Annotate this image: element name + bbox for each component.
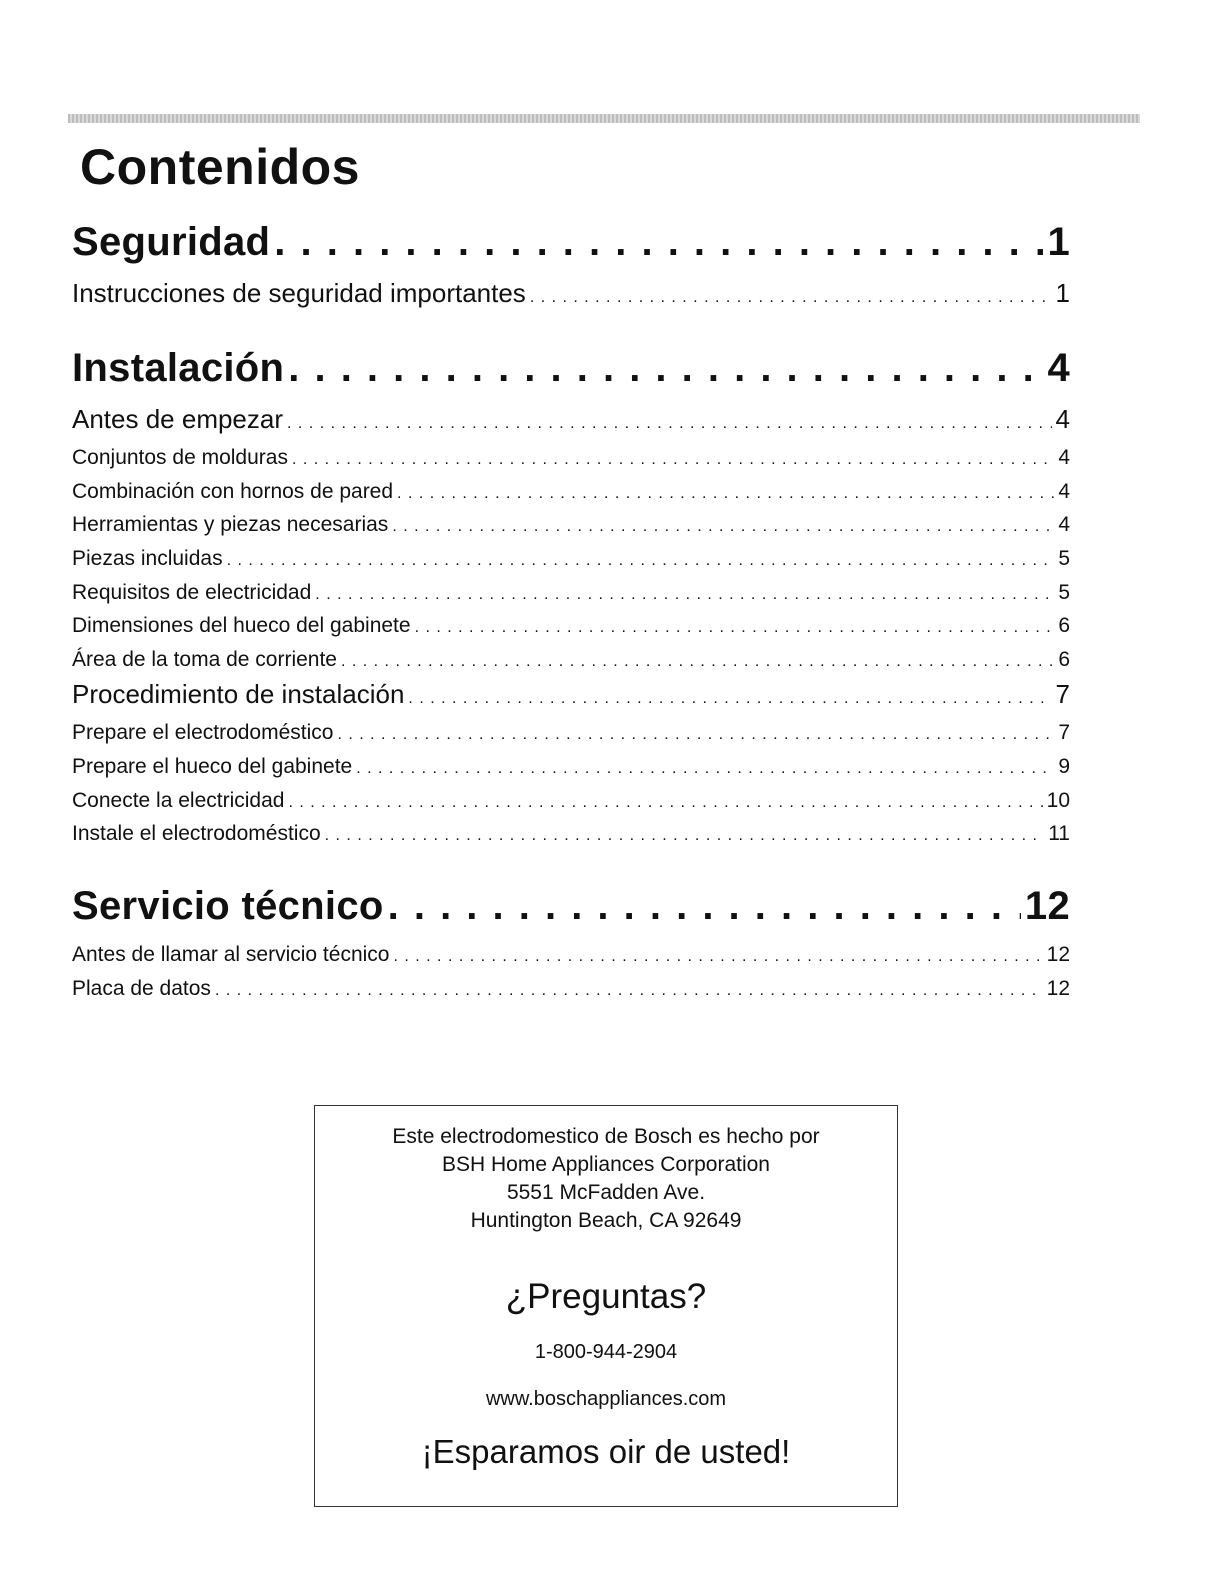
toc-section-servicio[interactable] [72,884,1070,929]
toc-label: Antes de llamar al servicio técnico [72,943,390,966]
toc-item-antes-de-empezar[interactable] [72,404,1070,435]
dot-leader [530,289,1052,307]
toc-label: Conecte la electricidad [72,789,285,812]
company-name: BSH Home Appliances Corporation [441,1153,770,1176]
dot-leader [315,586,1054,604]
dot-leader [337,726,1054,744]
toc-item-piezas[interactable] [72,547,1070,571]
toc-item-hornos[interactable] [72,480,1070,504]
website-link[interactable]: www.boschappliances.com [485,1388,727,1410]
toc-item-antes-de-llamar[interactable] [72,943,1070,967]
toc-page: 7 [1055,679,1070,709]
dot-leader [392,518,1054,536]
toc-page: 4 [1047,346,1070,390]
toc-label: Área de la toma de corriente [72,648,337,671]
dot-leader [288,794,1042,812]
toc-section-instalacion[interactable] [72,346,1070,391]
toc-item-procedimiento[interactable] [72,679,1070,710]
dot-leader [388,884,1021,929]
dot-leader [393,948,1042,966]
toc-page: 1 [1055,278,1070,308]
toc-item-prepare-electrodomestico[interactable] [72,721,1070,745]
toc-page: 6 [1058,614,1070,637]
toc-page: 10 [1046,789,1070,812]
phone-number: 1-800-944-2904 [534,1341,678,1363]
toc-page: 4 [1058,513,1070,536]
closing-message: ¡Esparamos oir de usted! [421,1433,791,1470]
dot-leader [341,653,1054,671]
toc-label: Conjuntos de molduras [72,446,288,469]
toc-label: Combinación con hornos de pared [72,480,394,503]
toc-label: Dimensiones del hueco del gabinete [72,614,411,637]
street-address: 5551 McFadden Ave. [506,1181,706,1204]
toc-label: Antes de empezar [72,404,284,434]
toc-item-dimensiones[interactable] [72,614,1070,638]
toc-section-seguridad[interactable] [72,220,1070,265]
dot-leader [397,485,1054,503]
questions-heading: ¿Preguntas? [505,1277,707,1316]
dot-leader [287,415,1052,433]
toc-item-herramientas[interactable] [72,513,1070,537]
toc-label: Seguridad [72,220,271,264]
page-title: Contenidos [80,139,360,195]
toc-page: 6 [1058,648,1070,671]
toc-page: 5 [1058,547,1070,570]
manufacturer-info [315,1123,897,1235]
toc-page: 11 [1048,822,1070,845]
manufacturer-line: Este electrodomestico de Bosch es hecho por [392,1125,820,1148]
toc-item-molduras[interactable] [72,446,1070,470]
toc-page: 9 [1058,755,1070,778]
toc-label: Requisitos de electricidad [72,581,312,604]
dot-leader [356,760,1054,778]
toc-page: 7 [1058,721,1070,744]
toc-label: Instalación [72,346,285,390]
toc-item-prepare-hueco[interactable] [72,755,1070,779]
toc-label: Prepare el hueco del gabinete [72,755,353,778]
dot-leader [408,690,1051,708]
toc-item-placa[interactable] [72,977,1070,1001]
toc-page: 12 [1046,977,1070,1000]
dot-leader [325,827,1045,845]
toc-item-instale[interactable] [72,822,1070,846]
toc-page: 4 [1055,404,1070,434]
dot-leader [227,552,1055,570]
toc-label: Servicio técnico [72,884,384,928]
dot-leader [415,619,1055,637]
toc-label: Piezas incluidas [72,547,223,570]
toc-item-instrucciones[interactable] [72,278,1070,309]
dot-leader [274,220,1043,265]
contact-info-box [314,1105,898,1507]
toc-page: 4 [1058,446,1070,469]
toc-page: 1 [1047,220,1070,264]
toc-page: 12 [1024,884,1070,928]
toc-item-requisitos[interactable] [72,581,1070,605]
city-state-zip: Huntington Beach, CA 92649 [470,1209,742,1232]
toc-label: Placa de datos [72,977,211,1000]
toc-label: Procedimiento de instalación [72,679,405,709]
toc-item-conecte[interactable] [72,789,1070,813]
toc-label: Prepare el electrodoméstico [72,721,334,744]
toc-item-area[interactable] [72,648,1070,672]
dot-leader [215,982,1043,1000]
header-rule [68,114,1140,123]
dot-leader [288,346,1043,391]
toc-page: 4 [1058,480,1070,503]
dot-leader [292,451,1054,469]
toc-page: 5 [1058,581,1070,604]
toc-label: Herramientas y piezas necesarias [72,513,389,536]
toc-page: 12 [1046,943,1070,966]
toc-label: Instale el electrodoméstico [72,822,321,845]
toc-label: Instrucciones de seguridad importantes [72,278,526,308]
